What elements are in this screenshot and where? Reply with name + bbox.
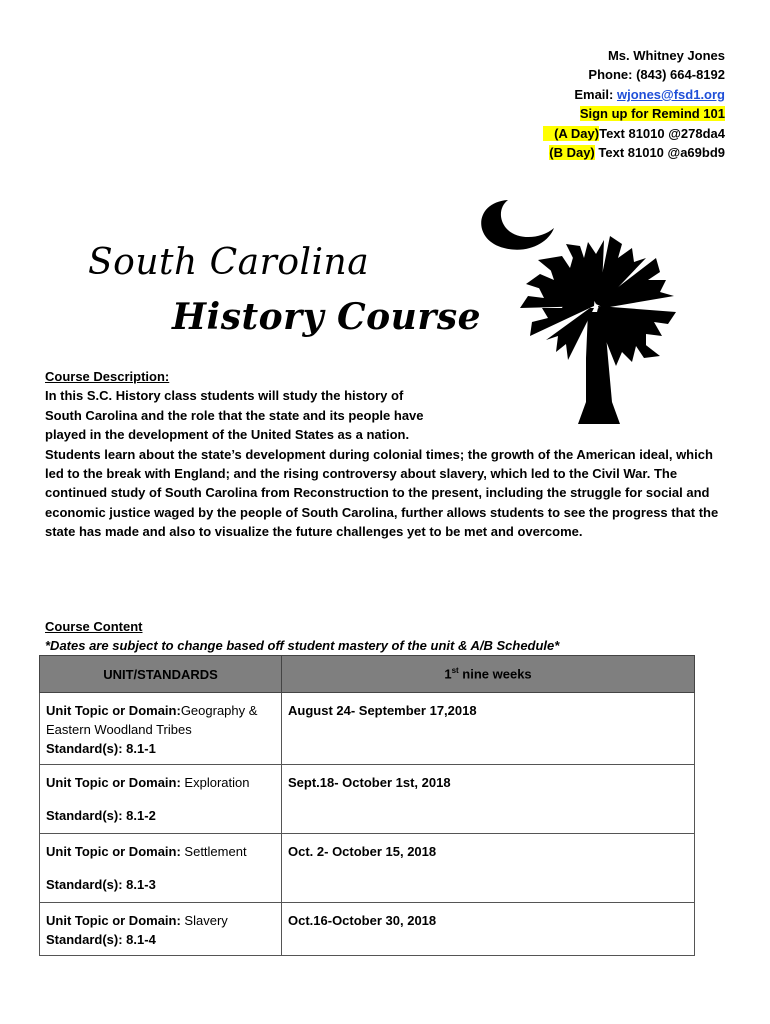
header-rest: nine weeks [458, 666, 532, 682]
table-header-row [40, 656, 695, 693]
table-row [40, 693, 695, 765]
course-content-heading: Course Content [45, 619, 143, 634]
dates-cell: Oct. 2- October 15, 2018 [282, 834, 695, 903]
topic-value: Geography & Eastern Woodland Tribes [46, 703, 258, 737]
unit-cell [40, 903, 282, 956]
header-num: 1 [444, 666, 452, 682]
standard-value: Standard(s): 8.1-1 [46, 741, 156, 756]
course-description [45, 367, 725, 542]
unit-cell [40, 693, 282, 765]
a-day-label-text: (A Day) [554, 125, 600, 141]
topic-label: Unit Topic or Domain: [46, 703, 181, 718]
description-line-3: played in the development of the United States as a nation. [45, 427, 410, 443]
unit-cell [40, 765, 282, 834]
title-line-1: South Carolina [88, 242, 370, 283]
email-label: Email: [574, 86, 617, 102]
b-day-line [543, 143, 725, 162]
topic-value: Slavery [180, 913, 228, 928]
course-description-heading: Course Description: [45, 369, 170, 384]
topic-label: Unit Topic or Domain: [46, 844, 181, 859]
teacher-email-line [543, 85, 725, 104]
b-day-label: (B Day) [549, 145, 595, 161]
email-link[interactable]: wjones@fsd1.org [616, 86, 725, 102]
topic-label: Unit Topic or Domain: [46, 913, 181, 928]
b-day-code: Text 81010 @a69bd9 [594, 145, 725, 161]
remind-signup-text: Sign up for Remind 101 [579, 106, 725, 122]
schedule-table [39, 655, 695, 956]
description-body: Students learn about the state’s development during colonial times; the growth of the American ideal, which led to the break with England; and the rising controversy about slavery, which led to the Civil War. The continued study of South Carolina from Reconstruction to the present, including the struggle for social and economic justice waged by the people of South Carolina, further allows students to see the progress that the state has made and also to visualize the future challenges yet to be met and overcome. [45, 446, 719, 540]
topic-label: Unit Topic or Domain: [46, 775, 181, 790]
schedule-note: *Dates are subject to change based off student mastery of the unit & A/B Schedule* [45, 638, 560, 653]
standard-value: Standard(s): 8.1-4 [46, 932, 156, 947]
description-line-1: In this S.C. History class students will study the history of [45, 388, 404, 404]
dates-cell: August 24- September 17,2018 [282, 693, 695, 765]
topic-value: Settlement [180, 844, 247, 859]
contact-block [543, 46, 725, 162]
table-row [40, 834, 695, 903]
a-day-label [543, 126, 599, 141]
dates-cell: Oct.16-October 30, 2018 [282, 903, 695, 956]
description-line-2: South Carolina and the role that the state and its people have [45, 407, 424, 423]
table-row [40, 903, 695, 956]
a-day-line [543, 124, 725, 143]
header-nine-weeks [282, 656, 695, 693]
teacher-name: Ms. Whitney Jones [607, 48, 725, 63]
teacher-phone: Phone: (843) 664-8192 [588, 67, 725, 83]
remind-signup [543, 104, 725, 123]
header-unit-standards: UNIT/STANDARDS [40, 656, 282, 693]
a-day-code: Text 81010 @278da4 [599, 125, 725, 141]
course-content [45, 617, 559, 655]
standard-value: Standard(s): 8.1-2 [46, 808, 156, 823]
unit-cell [40, 834, 282, 903]
dates-cell: Sept.18- October 1st, 2018 [282, 765, 695, 834]
table-row [40, 765, 695, 834]
header-sup: st [451, 666, 459, 676]
title-line-2: History Course [172, 296, 481, 338]
standard-value: Standard(s): 8.1-3 [46, 877, 156, 892]
topic-value: Exploration [180, 775, 250, 790]
